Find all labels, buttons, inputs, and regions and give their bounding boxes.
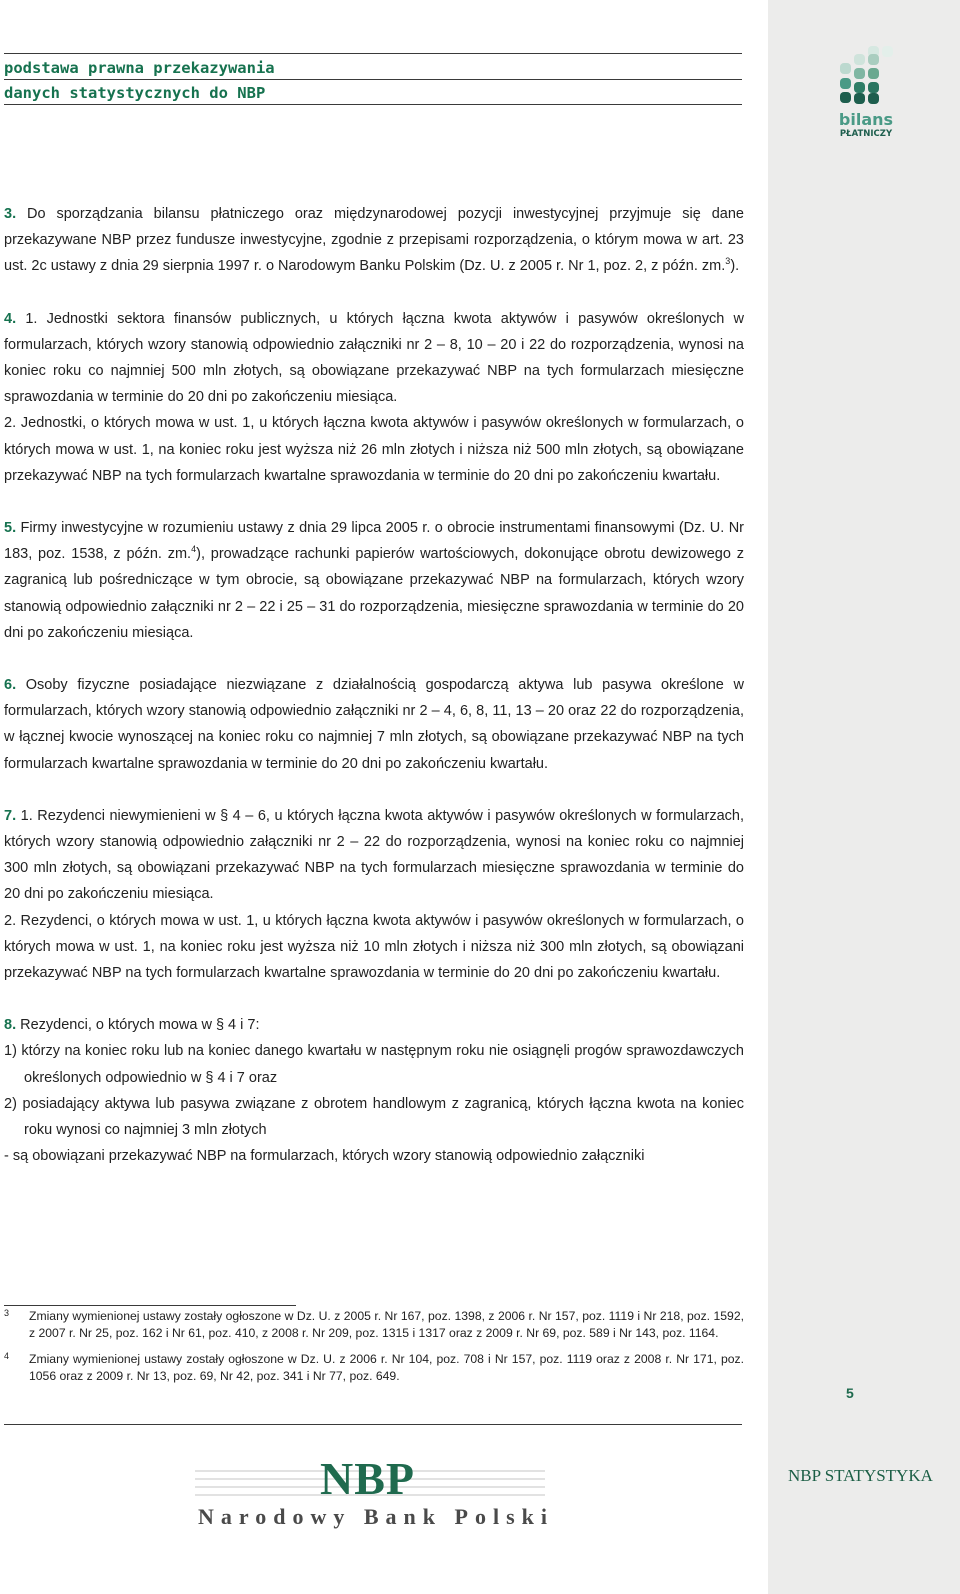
footer-rule [4,1424,742,1425]
paragraph-text: 1. Rezydenci niewymienieni w § 4 – 6, u których łączna kwota aktywów i pasywów określonych w formularzach, których wzory stanowią odpowiednio załączniki nr 2 – 22 do rozporządzenia, wynosi na koniec roku co najmniej 300 mln złotych, są obowiązani przekazywać NBP na tych formularzach miesięczne sprawozdania w terminie do 20 dni po zakończeniu miesiąca. [4,807,744,903]
footnote-4 [4,1351,744,1385]
paragraph-text-tail: ), prowadzące rachunki papierów wartościowych, dokonujące obrotu dewizowego z zagranicą lub pośredniczące w tym obrocie, są obowiązane przekazywać NBP na formularzach, których wzory stanowią odpowiednio załączniki nr 2 – 22 i 25 – 31 do rozporządzenia, miesięczne sprawozdania w terminie do 20 dni po zakończeniu miesiąca. [4,546,744,641]
paragraph-3 [4,201,744,280]
paragraph-text: Do sporządzania bilansu płatniczego oraz międzynarodowej pozycji inwestycyjnej przyjmuje się dane przekazywane NBP przez fundusze inwestycyjne, zgodnie z przepisami rozporządzenia, o którym mowa w art. 23 ust. 2c ustawy z dnia 29 sierpnia 1997 r. o Narodowym Banku Polskim (Dz. U. z 2005 r. Nr 1, poz. 2, z późn. zm. [4,206,744,275]
logo-word: bilans [838,110,894,129]
footnotes [4,1308,744,1394]
paragraph-text-tail: ). [730,258,740,275]
paragraph-text-ust-2: 2. Jednostki, o których mowa w ust. 1, u których łączna kwota aktywów i pasywów określonych w formularzach, o których mowa w ust. 1, na koniec roku jest wyższa niż 26 mln złotych i niższa niż 500 mln złotych, są obowiązane przekazywać NBP na tych formularzach kwartalne sprawozdania w terminie do 20 dni po zakończeniu kwartału. [4,415,744,484]
paragraph-text: Firmy inwestycyjne w rozumieniu ustawy z dnia 29 lipca 2005 r. o obrocie instrumentami finansowymi (Dz. U. Nr 183, poz. 1538, z późn. zm. [4,520,744,563]
paragraph-text: Osoby fizyczne posiadające niezwiązane z działalnością gospodarczą aktywa lub pasywa określone w formularzach, których wzory stanowią odpowiednio załączniki nr 2 – 4, 6, 8, 11, 13 – 20 oraz 22 do rozporządzenia, w łącznej kwocie wynoszącej na koniec roku co najmniej 7 mln złotych, są obowiązane przekazywać NBP na tych formularzach kwartalne sprawozdania w terminie do 20 dni po zakończeniu kwartału. [4,677,744,772]
paragraph-6 [4,672,744,777]
header-rule-bottom [4,104,742,105]
list-item-3: - są obowiązani przekazywać NBP na formularzach, których wzory stanowią odpowiednio załączniki [4,1148,645,1165]
page-number: 5 [846,1385,854,1401]
nbp-logo-mark: NBP [320,1453,415,1504]
page-title-line-2: danych statystycznych do NBP [4,84,266,102]
footnote-ref: 4 [191,544,197,555]
paragraph-number: 8. [4,1017,17,1034]
footnote-number: 4 [4,1351,10,1361]
right-sidebar [768,0,960,1594]
series-label: NBP STATYSTYKA [788,1466,933,1485]
paragraph-4 [4,306,744,489]
paragraph-7 [4,803,744,986]
footnote-3 [4,1308,744,1342]
page-title-line-1: podstawa prawna przekazywania [4,59,275,77]
nbp-logo-name: Narodowy Bank Polski [198,1504,554,1529]
header-rule-middle [4,79,742,80]
footnote-text: Zmiany wymienionej ustawy zostały ogłoszone w Dz. U. z 2005 r. Nr 167, poz. 1398, z 2006 r. Nr 157, poz. 1119 i Nr 218, poz. 1592, z 2007 r. Nr 25, poz. 162 i Nr 61, poz. 410, z 2008 r. Nr 209, poz. 1315 i 1317 oraz z 2009 r. Nr 69, poz. 589 i Nr 143, poz. 1164. [29,1309,744,1340]
paragraph-8 [4,1012,744,1169]
footnote-number: 3 [4,1308,10,1318]
list-item-1: 1) którzy na koniec roku lub na koniec danego kwartału w następnym roku nie osiągnęli progów sprawozdawczych określonych odpowiednio w § 4 i 7 oraz [4,1043,744,1086]
document-body [4,201,744,1170]
paragraph-text: Rezydenci, o których mowa w § 4 i 7: [16,1017,260,1034]
paragraph-text-ust-2: 2. Rezydenci, o których mowa w ust. 1, u których łączna kwota aktywów i pasywów określonych w formularzach, o których mowa w ust. 1, na koniec roku jest wyższa niż 10 mln złotych i niższa niż 300 mln złotych, są obowiązani przekazywać NBP na tych formularzach kwartalne sprawozdania w terminie do 20 dni po zakończeniu kwartału. [4,912,744,982]
paragraph-5 [4,515,744,646]
footnote-ref: 3 [725,256,731,267]
page-title [4,56,704,106]
footnote-rule [4,1305,296,1306]
paragraph-number: 7. [4,807,17,824]
paragraph-text: 1. Jednostki sektora finansów publicznych, u których łączna kwota aktywów i pasywów określonych w formularzach, których wzory stanowią odpowiednio załączniki nr 2 – 8, 10 – 20 i 22 do rozporządzenia, wynosi na koniec roku co najmniej 500 mln złotych, są obowiązane przekazywać NBP na tych formularzach miesięczne sprawozdania w terminie do 20 dni po zakończeniu miesiąca. [4,310,744,406]
footnote-text: Zmiany wymienionej ustawy zostały ogłoszone w Dz. U. z 2006 r. Nr 104, poz. 708 i Nr 157, poz. 1119 oraz z 2008 r. Nr 171, poz. 1056 oraz z 2009 r. Nr 13, poz. 69, Nr 42, poz. 341 i Nr 77, poz. 649. [29,1352,744,1383]
paragraph-number: 5. [4,520,17,537]
paragraph-number: 6. [4,677,17,694]
paragraph-number: 4. [4,310,17,327]
logo-subword: PŁATNICZY [839,129,893,139]
paragraph-number: 3. [4,206,17,222]
list-item-2: 2) posiadający aktywa lub pasywa związane z obrotem handlowym z zagranicą, których łączna kwota na koniec roku wynosi co najmniej 3 mln złotych [4,1095,744,1139]
header-rule-top [4,53,742,54]
